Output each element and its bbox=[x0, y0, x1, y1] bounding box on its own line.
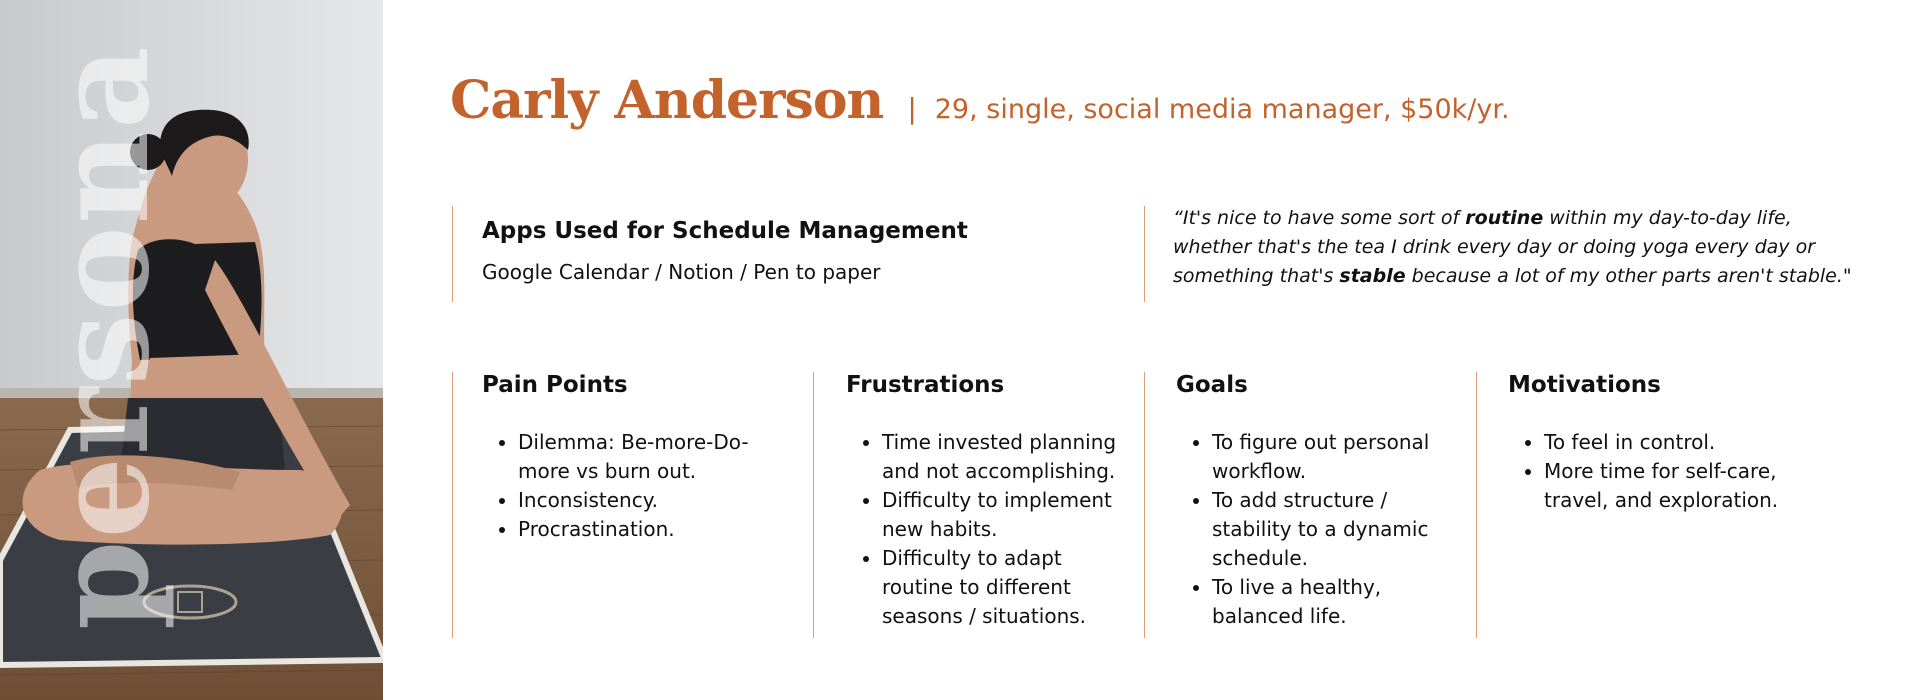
column-title: Frustrations bbox=[846, 372, 1005, 398]
motivations-column bbox=[1508, 372, 1808, 515]
quote-text: because a lot of my other parts aren't stable." bbox=[1405, 265, 1852, 287]
persona-photo bbox=[0, 0, 383, 700]
persona-watermark: persona bbox=[28, 44, 178, 630]
list-item: • Difficulty to adapt routine to different seasons / situations. bbox=[882, 544, 1126, 631]
list-item: • To add structure / stability to a dynamic schedule. bbox=[1212, 486, 1446, 573]
column-title: Goals bbox=[1176, 372, 1248, 398]
list-item: • Dilemma: Be-more-Do-more vs burn out. bbox=[518, 428, 762, 486]
list-item: • Procrastination. bbox=[518, 515, 762, 544]
persona-quote bbox=[1173, 204, 1873, 291]
goals-list bbox=[1176, 428, 1446, 631]
apps-value: Google Calendar / Notion / Pen to paper bbox=[482, 260, 881, 284]
quote-text: within my day-to-day life, whether that's the tea I drink every day or doing yoga every day or something that's bbox=[1173, 207, 1816, 287]
frustrations-list bbox=[846, 428, 1126, 631]
persona-header bbox=[450, 70, 1510, 131]
apps-section bbox=[482, 218, 968, 284]
column-title: Pain Points bbox=[482, 372, 628, 398]
column-divider bbox=[452, 372, 453, 638]
list-item: • To live a healthy, balanced life. bbox=[1212, 573, 1446, 631]
persona-demographics: 29, single, social media manager, $50k/yr. bbox=[934, 94, 1510, 125]
quote-emphasis: stable bbox=[1339, 265, 1406, 287]
list-item: • Difficulty to implement new habits. bbox=[882, 486, 1126, 544]
column-divider bbox=[1144, 372, 1145, 638]
column-divider bbox=[813, 372, 814, 638]
list-item: • Time invested planning and not accomplishing. bbox=[882, 428, 1126, 486]
list-item: • Inconsistency. bbox=[518, 486, 762, 515]
column-divider bbox=[1476, 372, 1477, 638]
goals-column bbox=[1176, 372, 1446, 631]
list-item: • To figure out personal workflow. bbox=[1212, 428, 1446, 486]
pain-points-list bbox=[482, 428, 762, 544]
pain-points-column bbox=[482, 372, 762, 544]
apps-divider bbox=[452, 206, 453, 302]
quote-divider bbox=[1144, 206, 1145, 302]
persona-name: Carly Anderson bbox=[450, 70, 884, 131]
list-item: • More time for self-care, travel, and exploration. bbox=[1544, 457, 1808, 515]
quote-emphasis: routine bbox=[1465, 207, 1544, 229]
frustrations-column bbox=[846, 372, 1126, 631]
list-item: • To feel in control. bbox=[1544, 428, 1808, 457]
quote-text: “It's nice to have some sort of bbox=[1173, 207, 1466, 229]
column-title: Motivations bbox=[1508, 372, 1661, 398]
header-separator: | bbox=[907, 92, 917, 125]
motivations-list bbox=[1508, 428, 1808, 515]
apps-title: Apps Used for Schedule Management bbox=[482, 218, 968, 244]
